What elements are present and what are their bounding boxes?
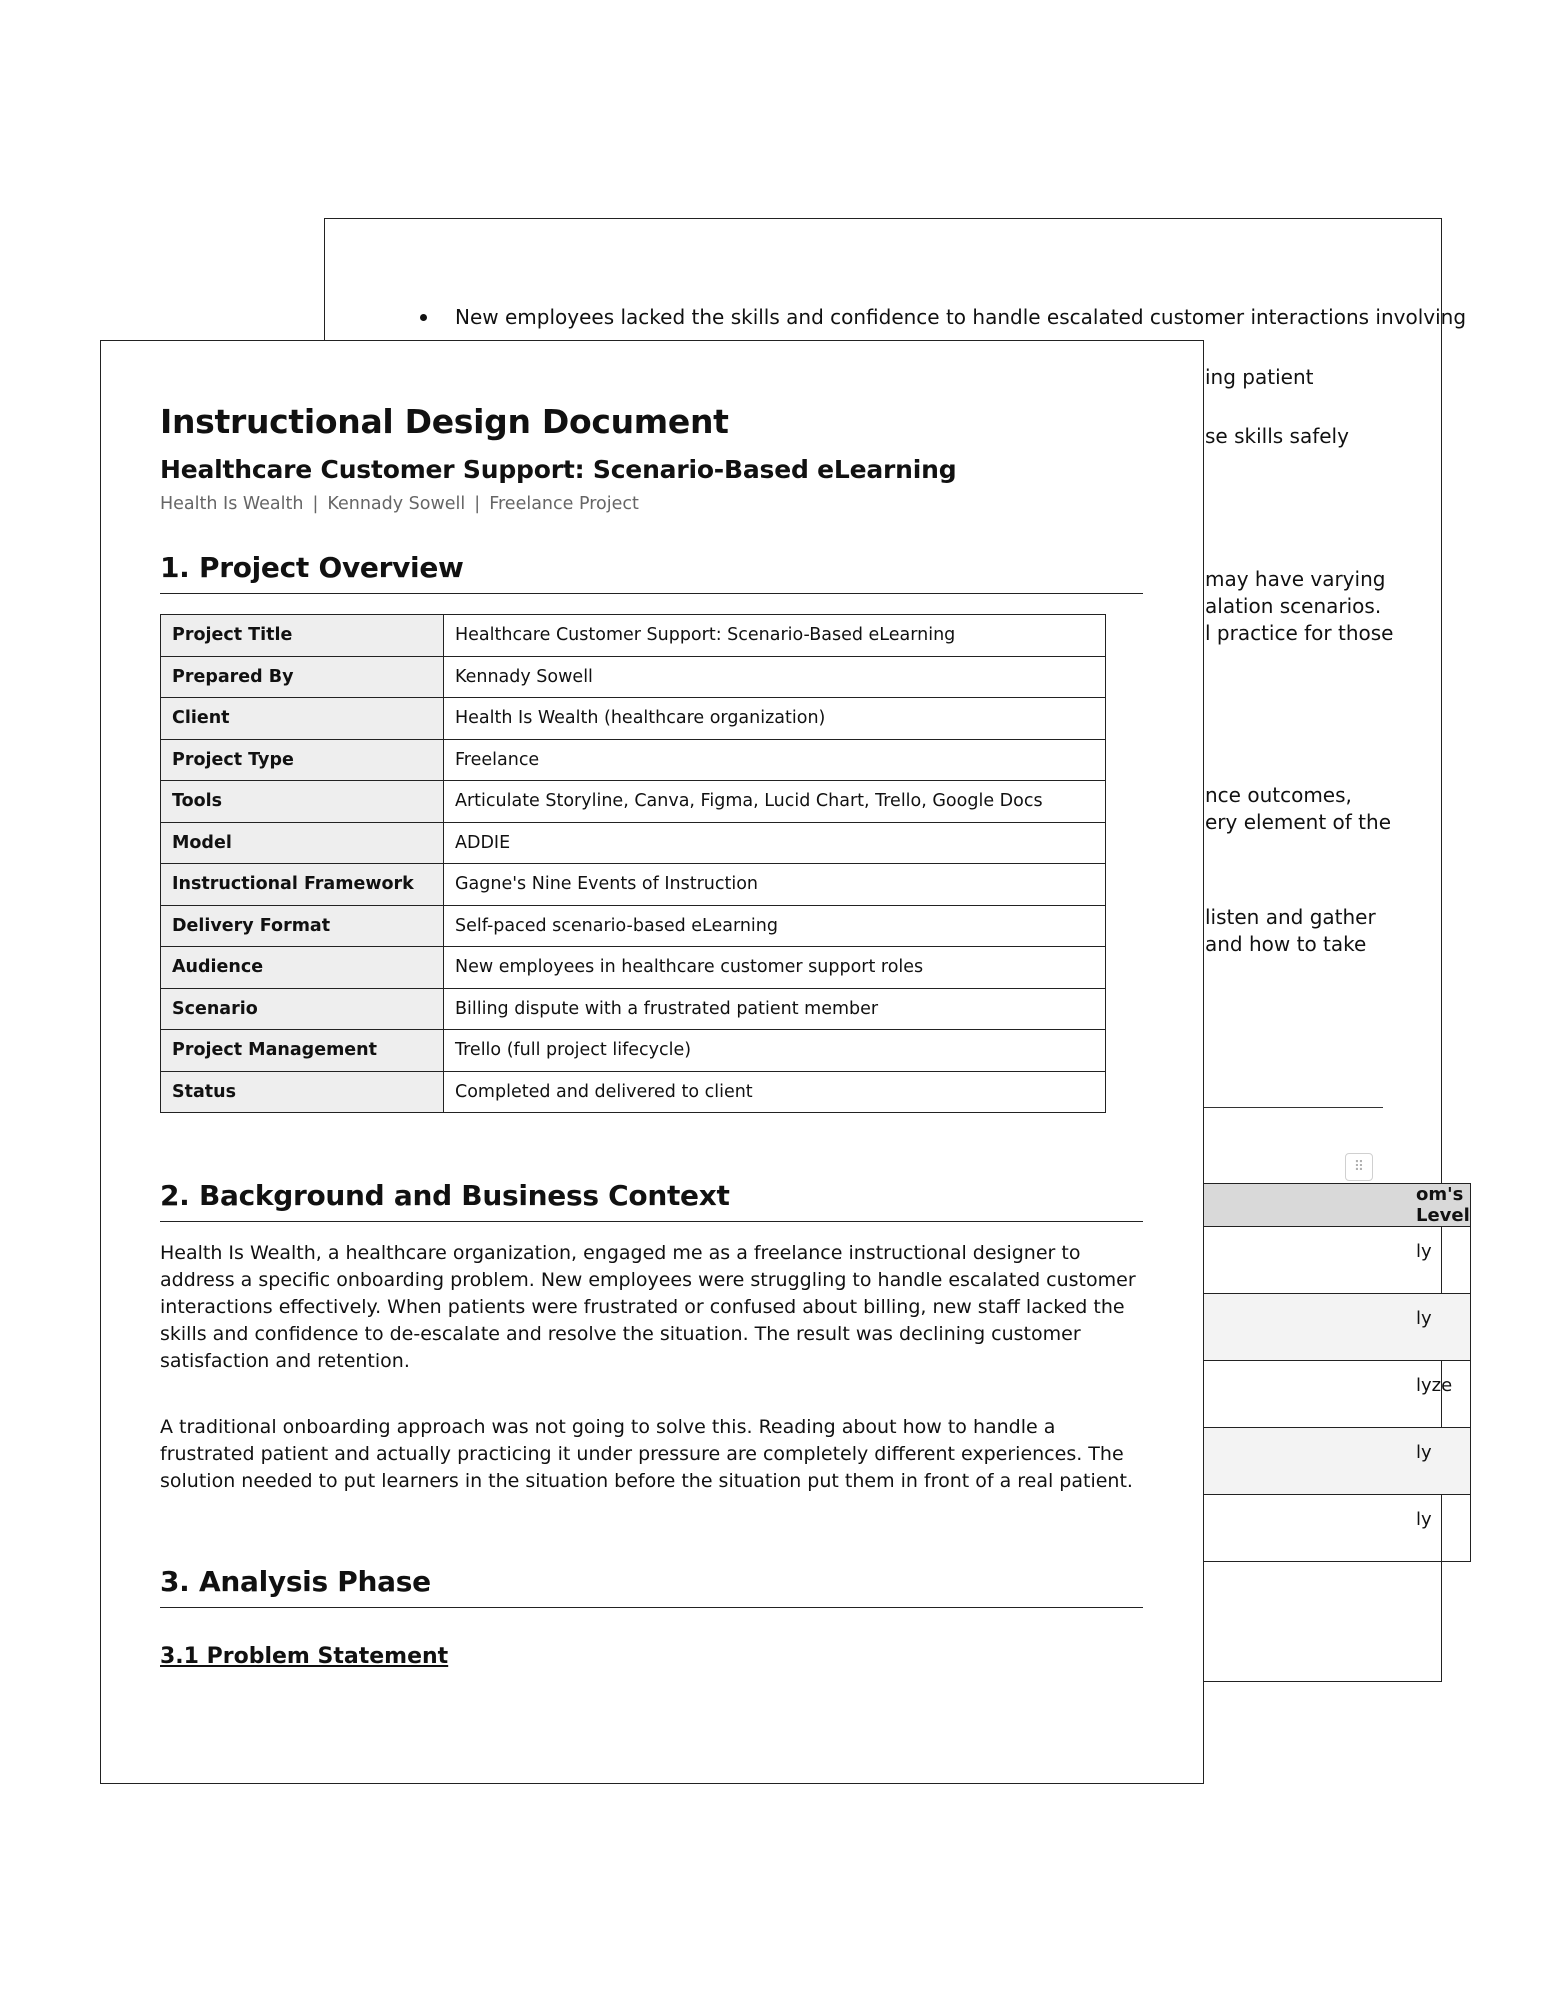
document-meta [160,494,639,514]
back-table-cell: lyze [726,1361,1471,1428]
table-label: Tools [161,781,444,823]
table-label: Audience [161,947,444,989]
section-heading-background: 2. Background and Business Context [160,1179,1143,1222]
meta-author: Kennady Sowell [327,494,466,514]
back-table-cell: ly [726,1495,1471,1562]
back-table-cell: ly [726,1428,1471,1495]
table-value: New employees in healthcare customer support roles [444,947,1106,989]
table-row [161,988,1106,1030]
table-label: Client [161,698,444,740]
table-value: Healthcare Customer Support: Scenario-Based eLearning [444,615,1106,657]
subsection-heading-problem: 3.1 Problem Statement [160,1644,449,1669]
table-row [161,905,1106,947]
table-row [161,822,1106,864]
drag-handle-icon[interactable]: ⠿ [1345,1153,1373,1181]
back-text-fragment: nce outcomes, [1205,783,1352,807]
back-text-fragment: and how to take [1205,932,1367,956]
back-table-header: om's Level [726,1184,1471,1227]
meta-separator: | [312,494,319,514]
table-label: Project Type [161,739,444,781]
back-text-fragment: ing patient [1205,365,1314,389]
document-title: Instructional Design Document [160,402,729,441]
table-value: Trello (full project lifecycle) [444,1030,1106,1072]
front-document-page [100,340,1204,1784]
table-value: Freelance [444,739,1106,781]
table-row [161,656,1106,698]
table-label: Instructional Framework [161,864,444,906]
table-value: Self-paced scenario-based eLearning [444,905,1106,947]
table-row [161,1071,1106,1113]
table-value: Articulate Storyline, Canva, Figma, Lucid Chart, Trello, Google Docs [444,781,1106,823]
back-text-fragment: may have varying [1205,567,1386,591]
background-paragraph: A traditional onboarding approach was not going to solve this. Reading about how to handle a frustrated patient and actually practicing it under pressure are completely different experiences. The solution needed to put learners in the situation before the situation put them in front of a real patient. [160,1416,1133,1492]
section-heading-overview: 1. Project Overview [160,551,1143,594]
document-subtitle: Healthcare Customer Support: Scenario-Based eLearning [160,455,957,484]
table-value: Health Is Wealth (healthcare organization) [444,698,1106,740]
meta-org: Health Is Wealth [160,494,304,514]
back-bullet-text: New employees lacked the skills and confidence to handle escalated customer interactions involving [455,305,1467,329]
table-row [161,1030,1106,1072]
table-label: Status [161,1071,444,1113]
table-value: Gagne's Nine Events of Instruction [444,864,1106,906]
table-label: Prepared By [161,656,444,698]
meta-type: Freelance Project [489,494,639,514]
table-label: Scenario [161,988,444,1030]
project-overview-table [160,614,1106,1113]
table-row [161,864,1106,906]
back-table-cell: ly [726,1294,1471,1361]
table-value: ADDIE [444,822,1106,864]
back-text-fragment: alation scenarios. [1205,594,1382,618]
table-label: Model [161,822,444,864]
table-row [161,698,1106,740]
table-row [161,947,1106,989]
back-text-fragment: ery element of the [1205,810,1392,834]
back-text-fragment: l practice for those [1205,621,1394,645]
table-value: Completed and delivered to client [444,1071,1106,1113]
back-text-fragment: se skills safely [1205,424,1349,448]
table-row [161,615,1106,657]
back-table-cell: ly [726,1227,1471,1294]
table-row [161,781,1106,823]
table-value: Kennady Sowell [444,656,1106,698]
bullet-icon [420,314,427,321]
table-label: Project Management [161,1030,444,1072]
table-label: Project Title [161,615,444,657]
back-text-fragment: listen and gather [1205,905,1376,929]
table-value: Billing dispute with a frustrated patient member [444,988,1106,1030]
table-row [161,739,1106,781]
background-paragraph: Health Is Wealth, a healthcare organization, engaged me as a freelance instructional designer to address a specific onboarding problem. New employees were struggling to handle escalated customer interactions effectively. When patients were frustrated or confused about billing, new staff lacked the skills and confidence to de-escalate and resolve the situation. The result was declining customer satisfaction and retention. [160,1242,1136,1372]
meta-separator: | [474,494,481,514]
table-label: Delivery Format [161,905,444,947]
section-heading-analysis: 3. Analysis Phase [160,1565,1143,1608]
